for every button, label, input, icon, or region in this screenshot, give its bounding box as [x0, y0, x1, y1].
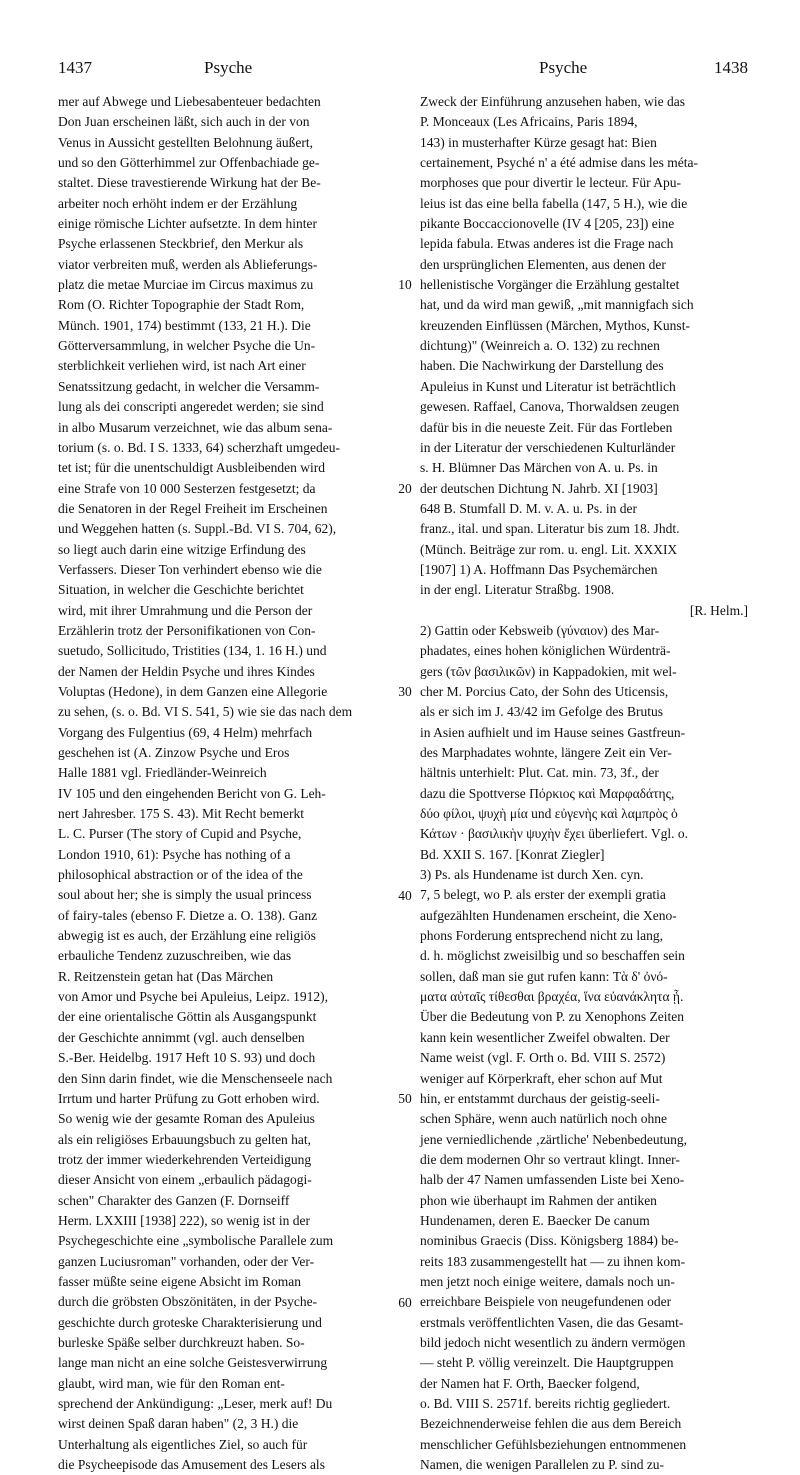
left-column-line: lung als dei conscripti angeredet werden; sie sind [58, 399, 324, 415]
left-column-line: glaubt, wird man, wie für den Roman ent- [58, 1375, 285, 1391]
right-column-line: men jetzt noch einige weitere, damals noch un- [420, 1273, 675, 1289]
right-column-line: dazu die Spottverse Πόρκιος καὶ Μαρφαδάτης, [420, 785, 675, 801]
right-column-line: dafür bis in die neueste Zeit. Für das Fortleben [420, 419, 673, 435]
left-column-line: Münch. 1901, 174) bestimmt (133, 21 H.). Die [58, 317, 311, 333]
right-column-line: haben. Die Nachwirkung der Darstellung des [420, 358, 664, 374]
left-column-line: geschehen ist (A. Zinzow Psyche und Eros [58, 745, 290, 760]
line-number: 50 [398, 1091, 412, 1107]
left-column-line: so liegt auch darin eine witzige Erfindung des [58, 541, 306, 557]
left-column-line: erbauliche Tendenz zuzuschreiben, wie das [58, 948, 292, 964]
left-column-line: abwegig ist es auch, der Erzählung eine religiös [58, 928, 316, 944]
right-column-line: 143) in musterhafter Kürze gesagt hat: Bien [420, 134, 657, 150]
left-column-line: Irrtum und harter Prüfung zu Gott erhoben wird. [58, 1090, 320, 1106]
left-column-line: sprechend der Ankündigung: „Leser, merk auf! Du [58, 1396, 333, 1411]
left-column-line: Rom (O. Richter Topographie der Stadt Rom, [58, 297, 305, 313]
left-column-line: arbeiter noch erhöht indem er der Erzählung [58, 195, 298, 211]
right-column-line: morphoses que pour divertir le lecteur. Für Apu- [420, 175, 681, 191]
left-column-line: die Psycheepisode das Amusement des Lesers als [58, 1457, 325, 1473]
right-column-line: hin, er entstammt durchaus der geistig-seeli- [420, 1090, 660, 1106]
left-column-line: trotz der immer wiederkehrenden Verteidigung [58, 1151, 312, 1167]
right-page-number: 1438 [714, 58, 748, 77]
left-column-line: zu sehen, (s. o. Bd. VI S. 541, 5) wie sie das nach dem [58, 704, 353, 720]
line-number: 60 [398, 1294, 412, 1310]
right-column-line: (Münch. Beiträge zur rom. u. engl. Lit. XXXIX [420, 541, 678, 557]
left-column-line: IV 105 und den eingehenden Bericht von G. Leh- [58, 785, 326, 801]
left-column-line: einige römische Lichter aufsetzte. In dem hinter [58, 216, 318, 232]
right-column-line: hältnis unterhielt: Plut. Cat. min. 73, 3f., der [420, 765, 659, 781]
page-header [58, 58, 748, 84]
right-column-line: δύο φίλοι, ψυχὴ μία und εὐγενὴς καὶ λαμπρὸς ὁ [420, 806, 678, 822]
right-column-line: Apuleius in Kunst und Literatur ist beträchtlich [420, 378, 676, 394]
right-running-title: Psyche [539, 58, 588, 77]
left-column-line: Don Juan erscheinen läßt, sich auch in der von [58, 114, 310, 130]
line-number: 10 [398, 277, 412, 293]
left-column-line: Götterversammlung, in welcher Psyche die Un- [58, 338, 316, 354]
right-column-line: phons Forderung entsprechend nicht zu lang, [420, 928, 663, 944]
left-column-line: fasser müßte seine eigene Absicht im Roman [58, 1273, 301, 1289]
left-column-line: staltet. Diese travestierende Wirkung hat der Be- [58, 175, 321, 191]
right-column-line: halb der 47 Namen umfassenden Liste bei Xeno- [420, 1172, 685, 1188]
right-column-line: hat, und da wird man gewiß, „mit mannigfach sich [420, 297, 694, 313]
left-column-line: Psyche erlassenen Steckbrief, den Merkur als [58, 236, 304, 252]
left-column-line: Psychegeschichte eine „symbolische Parallele zum [58, 1233, 334, 1249]
left-column-line: Halle 1881 vgl. Friedländer-Weinreich [58, 765, 267, 781]
right-column-line: den ursprünglichen Elementen, aus denen der [420, 256, 666, 272]
left-column-line: lange man nicht an eine solche Geistesverwirrung [58, 1355, 328, 1371]
right-column-line: franz., ital. und span. Literatur bis zum 18. Jhdt. [420, 521, 680, 537]
line-number: 40 [398, 887, 412, 903]
line-number: 30 [398, 684, 412, 700]
right-column-line: Name weist (vgl. F. Orth o. Bd. VIII S. 2572) [420, 1050, 666, 1066]
right-column-line: [1907] 1) A. Hoffmann Das Psychemärchen [420, 561, 658, 577]
right-column-line: Zweck der Einführung anzusehen haben, wie das [420, 94, 686, 109]
right-column-line: kann kein wesentlicher Zweifel obwalten. Der [420, 1029, 670, 1045]
right-column-line: — steht P. völlig vereinzelt. Die Hauptgruppen [420, 1355, 674, 1371]
left-column-line: Herm. LXXIII [1938] 222), so wenig ist in der [58, 1212, 310, 1228]
left-column-line: of fairy-tales (ebenso F. Dietze a. O. 138). Ganz [58, 907, 318, 923]
right-column-line: P. Monceaux (Les Africains, Paris 1894, [420, 114, 638, 130]
right-column-line: die dem modernen Ohr so vertraut klingt. Inner- [420, 1151, 680, 1167]
right-column-line: d. h. möglichst zweisilbig und so beschaffen sein [420, 948, 685, 964]
left-column-line: von Amor und Psyche bei Apuleius, Leipz. 1912), [58, 989, 328, 1005]
left-column-line: der Namen der Heldin Psyche und ihres Kindes [58, 663, 315, 679]
left-column-line: S.-Ber. Heidelbg. 1917 Heft 10 S. 93) und doch [58, 1050, 316, 1066]
right-column-line: o. Bd. VIII S. 2571f. bereits richtig gegliedert. [420, 1396, 671, 1411]
left-column-line: R. Reitzenstein getan hat (Das Märchen [58, 968, 274, 984]
right-column-line: menschlicher Gefühlsbeziehungen entnommenen [420, 1436, 687, 1452]
left-column-line: platz die metae Murciae im Circus maximus zu [58, 277, 314, 293]
right-column-line: in der Literatur der verschiedenen Kulturländer [420, 439, 676, 455]
left-column-line: der eine orientalische Göttin als Ausgangspunkt [58, 1009, 317, 1025]
right-column-line: Bezeichnenderweise fehlen die aus dem Bereich [420, 1416, 682, 1432]
left-column-line: philosophical abstraction or of the idea of the [58, 867, 303, 883]
left-column-line: ganzen Luciusroman" vorhanden, oder der Ver- [58, 1253, 315, 1269]
left-column-line: Senatssitzung gedacht, in welcher die Versamm- [58, 378, 320, 394]
right-column-line: in der engl. Literatur Straßbg. 1908. [420, 582, 615, 598]
left-column-line: wird, mit ihrer Umrahmung und die Person der [58, 602, 313, 618]
right-column-line: [R. Helm.] [689, 602, 748, 618]
left-column-line: und so den Götterhimmel zur Offenbachiade ge- [58, 155, 320, 171]
right-column-line: dichtung)" (Weinreich a. O. 132) zu rechnen [420, 338, 660, 354]
right-column-line: bild jedoch nicht wesentlich zu ändern vermögen [420, 1334, 686, 1350]
left-column-line: schen" Charakter des Ganzen (F. Dornseiff [58, 1192, 290, 1208]
right-column-line: reits 183 zusammengestellt hat — zu ihnen kom- [420, 1253, 686, 1269]
left-column-line: suetudo, Sollicitudo, Tristities (134, 1. 16 H.) und [58, 643, 327, 659]
right-column-line: lepida fabula. Etwas anderes ist die Frage nach [420, 236, 674, 252]
left-column-line: Vorgang des Fulgentius (69, 4 Helm) mehrfach [58, 724, 313, 740]
left-column-line: durch die gröbsten Obszönitäten, in der Psyche- [58, 1294, 318, 1310]
right-column-line: Namen, die wenigen Parallelen zu P. sind zu- [420, 1457, 665, 1473]
left-column-line: So wenig wie der gesamte Roman des Apuleius [58, 1111, 315, 1127]
left-column-line: die Senatoren in der Regel Freiheit im Erscheinen [58, 500, 328, 516]
left-column-line: sterblichkeit verliehen wird, ist nach Art einer [58, 358, 306, 374]
right-column-line: weniger auf Körperkraft, eher schon auf Mut [420, 1070, 663, 1086]
right-column-line: ματα αὐταῖς τίθεσθαι βραχέα, ἵνα εὐανάκλητα ᾖ. [420, 989, 684, 1005]
right-column-line: Hundenamen, deren E. Baecker De canum [420, 1212, 650, 1228]
left-column-line: Erzählerin trotz der Personifikationen von Con- [58, 622, 316, 638]
left-column-line: burleske Späße selber durchkreuzt haben. So- [58, 1334, 305, 1350]
right-column-line: jene verniedlichende ‚zärtliche' Nebenbedeutung, [420, 1131, 688, 1147]
right-column-line: Über die Bedeutung von P. zu Xenophons Zeiten [420, 1009, 684, 1025]
left-column-line: als ein religiöses Erbauungsbuch zu gelten hat, [58, 1131, 312, 1147]
left-column-line: Situation, in welcher die Geschichte berichtet [58, 582, 304, 598]
left-column-line: eine Strafe von 10 000 Sesterzen festgesetzt; da [58, 480, 316, 496]
left-column-line: London 1910, 61): Psyche has nothing of a [58, 846, 291, 862]
right-column-line: schen Sphäre, wenn auch natürlich noch ohne [420, 1111, 668, 1127]
line-number: 20 [398, 480, 412, 496]
right-column-line: des Marphadates wohnte, längere Zeit ein Ver- [420, 745, 672, 760]
left-column-line: soul about her; she is simply the usual princess [58, 887, 312, 903]
right-column-line: der Namen hat F. Orth, Baecker folgend, [420, 1375, 640, 1391]
right-column-line: s. H. Blümner Das Märchen von A. u. Ps. in [420, 460, 658, 476]
right-column-line: in Asien aufhielt und im Hause seines Gastfreun- [420, 724, 686, 740]
right-column-line: gewesen. Raffael, Canova, Thorwaldsen zeugen [420, 399, 680, 415]
right-column-line: Bd. XXII S. 167. [Konrat Ziegler] [420, 846, 605, 862]
left-column-line: Verfassers. Dieser Ton verhindert ebenso wie die [58, 561, 322, 577]
left-page-number: 1437 [58, 58, 92, 77]
left-column-line: nert Jahresber. 175 S. 43). Mit Recht bemerkt [58, 806, 304, 822]
right-column-line: 2) Gattin oder Kebsweib (γύναιον) des Mar- [420, 622, 660, 638]
right-column-line: cher M. Porcius Cato, der Sohn des Uticensis, [420, 683, 669, 699]
right-column-line: pikante Boccaccionovelle (IV 4 [205, 23]) eine [420, 216, 675, 232]
right-column-line: kreuzenden Einflüssen (Märchen, Mythos, Kunst- [420, 317, 690, 333]
right-column-line: Κάτων · βασιλικὴν ψυχὴν ἔχει überliefert. Vgl. o. [420, 826, 689, 842]
right-column-line: nominibus Graecis (Diss. Königsberg 1884) be- [420, 1233, 679, 1249]
right-column-line: hellenistische Vorgänger die Erzählung gestaltet [420, 277, 680, 293]
left-column-line: tet ist; für die unentschuldigt Ausbleibenden wird [58, 460, 325, 476]
right-column-line: gers (τῶν βασιλικῶν) in Kappadokien, mit wel- [420, 663, 677, 679]
right-column-line: 7, 5 belegt, wo P. als erster der exempli gratia [420, 887, 666, 903]
left-column-line: Venus in Aussicht gestellten Belohnung äußert, [58, 134, 313, 150]
left-column [58, 92, 386, 1475]
left-column-line: mer auf Abwege und Liebesabenteuer bedachten [58, 94, 321, 109]
right-column [420, 92, 748, 1475]
right-column-line: der deutschen Dichtung N. Jahrb. XI [1903] [420, 480, 658, 496]
left-column-line: geschichte durch groteske Charakterisierung und [58, 1314, 322, 1330]
right-column-line: als er sich im J. 43/42 im Gefolge des Brutus [420, 704, 663, 720]
right-column-line: 648 B. Stumfall D. M. v. A. u. Ps. in der [420, 500, 638, 516]
right-column-line: leius ist das eine bella fabella (147, 5 H.), wie die [420, 195, 688, 211]
left-column-line: in albo Musarum verzeichnet, wie das album sena- [58, 419, 333, 435]
left-column-line: torium (s. o. Bd. I S. 1333, 64) scherzhaft umgedeu- [58, 439, 340, 455]
left-column-line: Unterhaltung als eigentliches Ziel, so auch für [58, 1436, 308, 1452]
right-column-line: phon wie überhaupt im Rahmen der antiken [420, 1192, 657, 1208]
left-column-line: den Sinn darin findet, wie die Menschenseele nach [58, 1070, 333, 1086]
left-column-line: und Weggehen hatten (s. Suppl.-Bd. VI S. 704, 62), [58, 521, 337, 537]
right-column-line: aufgezählten Hundenamen erscheint, die Xeno- [420, 907, 677, 923]
left-column-line: Voluptas (Hedone), in dem Ganzen eine Allegorie [58, 683, 328, 699]
left-column-line: der Geschichte annimmt (vgl. auch denselben [58, 1029, 305, 1045]
left-column-line: dieser Ansicht von einem „erbaulich pädagogi- [58, 1172, 312, 1188]
right-column-line: phadates, eines hohen königlichen Würdenträ- [420, 643, 671, 659]
right-column-line: erstmals veröffentlichten Vasen, die das Gesamt- [420, 1314, 684, 1330]
right-column-line: erreichbare Beispiele von neugefundenen oder [420, 1294, 672, 1310]
left-column-line: viator verbreiten muß, werden als Ablieferungs- [58, 256, 318, 272]
left-column-line: L. C. Purser (The story of Cupid and Psyche, [58, 826, 302, 842]
right-column-line: sollen, daß man sie gut rufen kann: Τὰ δ' ὀνό- [420, 968, 668, 984]
right-column-line: certainement, Psyché n' a été admise dans les méta- [420, 155, 698, 171]
left-column-line: wirst deinen Spaß daran haben" (2, 3 H.) die [58, 1416, 299, 1432]
right-column-line: 3) Ps. als Hundename ist durch Xen. cyn. [420, 867, 644, 883]
left-running-title: Psyche [204, 58, 253, 77]
